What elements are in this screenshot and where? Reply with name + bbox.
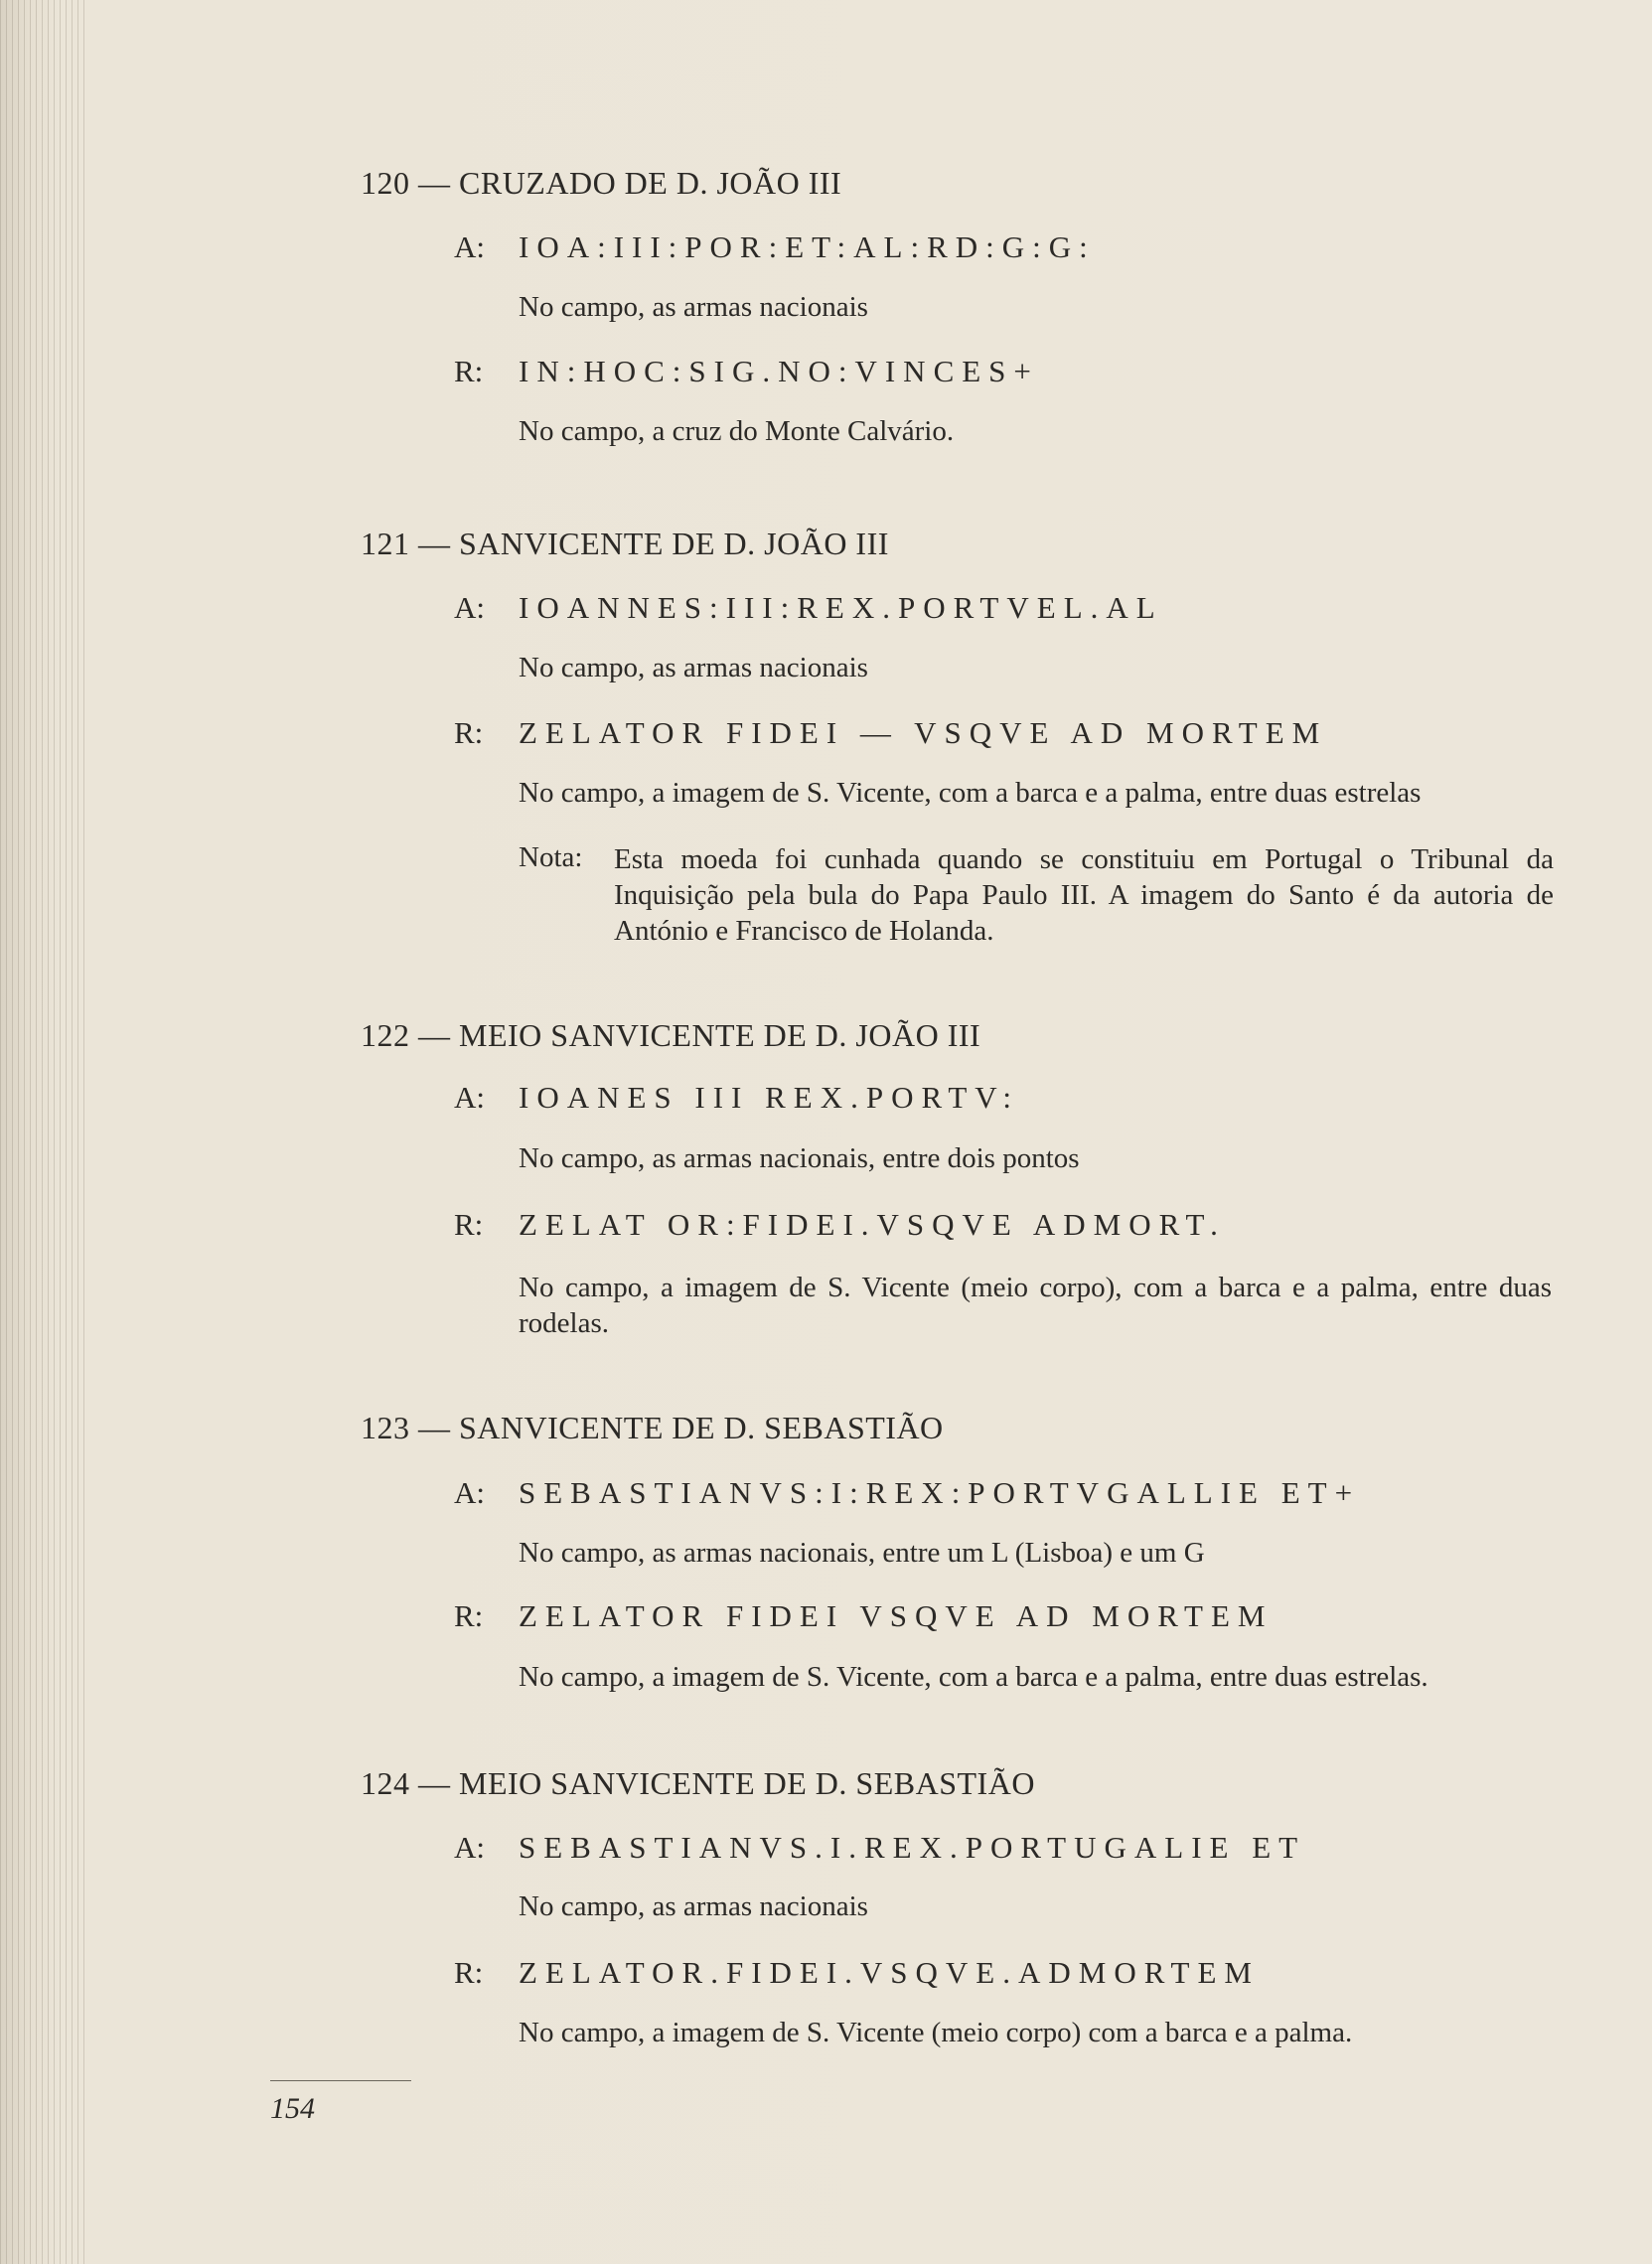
reverse-description: No campo, a imagem de S. Vicente (meio corpo), com a barca e a palma, entre duas rodelas. [519, 1272, 1552, 1339]
entry-heading: 122 — MEIO SANVICENTE DE D. JOÃO III [361, 1017, 981, 1053]
obverse-tag: A: [454, 1475, 485, 1510]
obverse-legend: IOA:III:POR:ET:AL:RD:G:G: [519, 229, 1096, 264]
obverse-legend: SEBASTIANVS:I:REX:PORTVGALLIE ET+ [519, 1475, 1361, 1510]
obverse-description: No campo, as armas nacionais [519, 652, 868, 683]
book-spine-edge [0, 0, 89, 2264]
reverse-legend: IN:HOC:SIG.NO:VINCES+ [519, 354, 1039, 388]
obverse-tag: A: [454, 1830, 485, 1865]
page-number: 154 [270, 2092, 315, 2125]
obverse-description: No campo, as armas nacionais [519, 291, 868, 323]
obverse-description: No campo, as armas nacionais [519, 1890, 868, 1922]
obverse-description: No campo, as armas nacionais, entre dois pontos [519, 1142, 1080, 1174]
reverse-legend: ZELATOR FIDEI VSQVE AD MORTEM [519, 1598, 1274, 1633]
obverse-tag: A: [454, 229, 485, 264]
footer-rule [270, 2080, 411, 2081]
obverse-description: No campo, as armas nacionais, entre um L (Lisboa) e um G [519, 1537, 1205, 1569]
reverse-description: No campo, a cruz do Monte Calvário. [519, 415, 955, 447]
nota-label: Nota: [519, 841, 583, 873]
reverse-description: No campo, a imagem de S. Vicente, com a barca e a palma, entre duas estrelas [519, 777, 1422, 809]
reverse-legend: ZELAT OR:FIDEI.VSQVE ADMORT. [519, 1207, 1226, 1242]
entry-heading: 123 — SANVICENTE DE D. SEBASTIÃO [361, 1410, 944, 1445]
nota-text: Esta moeda foi cunhada quando se constituiu em Portugal o Tribunal da Inquisição pela bula do Papa Paulo III. A imagem do Santo é da autoria de António e Francisco de Holanda. [614, 843, 1554, 947]
reverse-description: No campo, a imagem de S. Vicente (meio corpo) com a barca e a palma. [519, 2017, 1353, 2048]
reverse-tag: R: [454, 354, 484, 388]
reverse-description: No campo, a imagem de S. Vicente, com a barca e a palma, entre duas estrelas. [519, 1661, 1428, 1693]
obverse-legend: SEBASTIANVS.I.REX.PORTUGALIE ET [519, 1830, 1306, 1865]
reverse-tag: R: [454, 1598, 484, 1633]
obverse-legend: IOANNES:III:REX.PORTVEL.AL [519, 590, 1163, 625]
reverse-legend: ZELATOR.FIDEI.VSQVE.ADMORTEM [519, 1955, 1260, 1990]
reverse-tag: R: [454, 1955, 484, 1990]
obverse-tag: A: [454, 590, 485, 625]
entry-heading: 120 — CRUZADO DE D. JOÃO III [361, 165, 842, 201]
reverse-legend: ZELATOR FIDEI — VSQVE AD MORTEM [519, 715, 1328, 750]
obverse-legend: IOANES III REX.PORTV: [519, 1080, 1019, 1115]
reverse-tag: R: [454, 1207, 484, 1242]
obverse-tag: A: [454, 1080, 485, 1115]
entry-heading: 124 — MEIO SANVICENTE DE D. SEBASTIÃO [361, 1765, 1035, 1801]
entry-heading: 121 — SANVICENTE DE D. JOÃO III [361, 526, 889, 561]
reverse-tag: R: [454, 715, 484, 750]
